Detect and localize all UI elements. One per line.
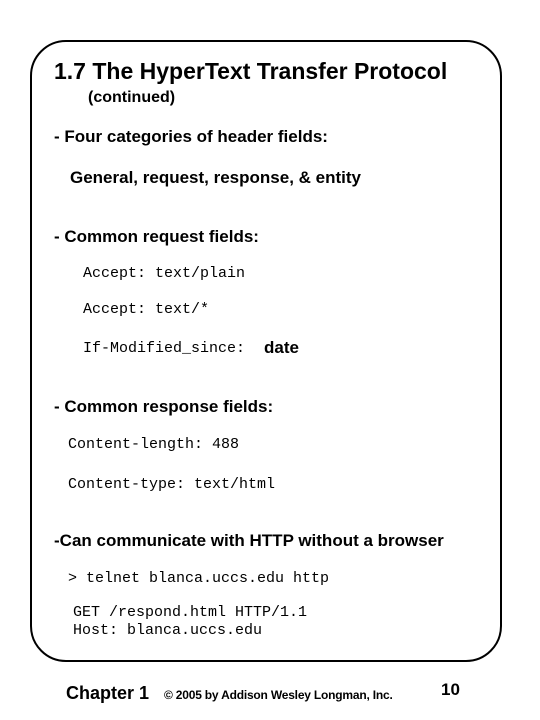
slide-title: 1.7 The HyperText Transfer Protocol [54,58,448,84]
http-host-line: Host: blanca.uccs.edu [73,622,263,639]
slide-subtitle: (continued) [88,89,176,106]
footer-chapter: Chapter 1 [66,683,150,703]
request-field-accept-plain: Accept: text/plain [83,265,246,282]
categories-heading: - Four categories of header fields: [54,127,328,146]
response-field-content-type: Content-type: text/html [68,476,276,493]
footer-page-number: 10 [441,680,460,699]
without-browser-heading: -Can communicate with HTTP without a browser [54,531,444,550]
response-field-content-length: Content-length: 488 [68,436,240,453]
request-field-if-modified-code: If-Modified_since: [83,340,246,357]
response-fields-heading: - Common response fields: [54,397,274,416]
http-request-line: GET /respond.html HTTP/1.1 [73,604,308,621]
telnet-command: > telnet blanca.uccs.edu http [68,570,330,587]
categories-text: General, request, response, & entity [70,168,361,187]
request-field-if-modified-date: date [264,338,299,357]
footer-copyright: © 2005 by Addison Wesley Longman, Inc. [164,688,393,702]
request-field-accept-any: Accept: text/* [83,301,210,318]
request-fields-heading: - Common request fields: [54,227,259,246]
